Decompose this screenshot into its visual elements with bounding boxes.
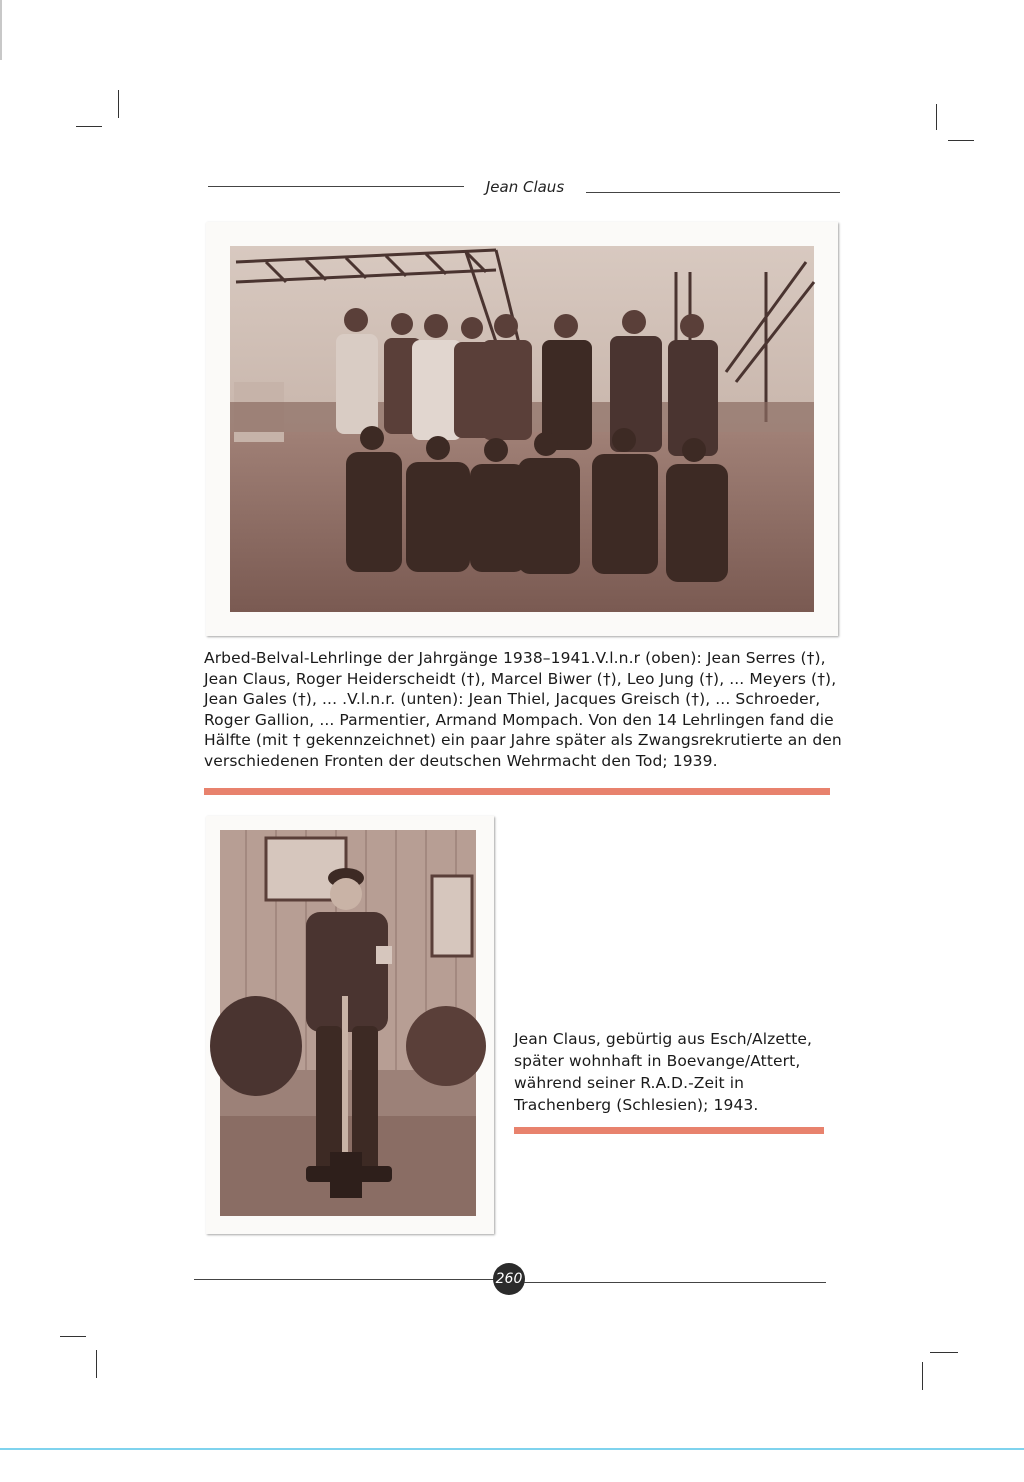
caption-line: Hälfte (mit † gekennzeichnet) ein paar Jahre später als Zwangsrekrutierte an den <box>204 731 842 749</box>
portrait-photo-image <box>206 816 494 1234</box>
crop-mark <box>118 90 119 118</box>
caption-line: verschiedenen Fronten der deutschen Wehrmacht den Tod; 1939. <box>204 751 718 770</box>
caption-line: Arbed-Belval-Lehrlinge der Jahrgänge 1938–1941.V.l.n.r (oben): Jean Serres (†), <box>204 649 826 667</box>
group-photo <box>206 222 838 636</box>
crop-mark <box>936 104 937 130</box>
header-rule-left <box>208 186 464 187</box>
page-bottom-rule <box>0 1448 1024 1450</box>
crop-mark <box>76 126 102 127</box>
accent-bar <box>514 1127 824 1134</box>
caption-line: Jean Claus, Roger Heiderscheidt (†), Marcel Biwer (†), Leo Jung (†), ... Meyers (†), <box>204 669 837 688</box>
running-title: Jean Claus <box>485 178 565 196</box>
portrait-photo <box>206 816 494 1234</box>
portrait-photo-caption <box>514 1028 812 1116</box>
crop-mark <box>96 1350 97 1378</box>
page-edge <box>0 0 2 60</box>
caption-line: Jean Claus, gebürtig aus Esch/Alzette, <box>514 1030 813 1048</box>
caption-line: Roger Gallion, ... Parmentier, Armand Mompach. Von den 14 Lehrlingen fand die <box>204 710 834 729</box>
footer-rule-left <box>194 1279 494 1280</box>
caption-line: Jean Gales (†), ... .V.l.n.r. (unten): Jean Thiel, Jacques Greisch (†), ... Schroeder, <box>204 690 821 708</box>
accent-bar <box>204 788 830 795</box>
crop-mark <box>948 140 974 141</box>
group-photo-caption <box>204 648 842 771</box>
header-rule-right <box>586 192 840 193</box>
footer-rule-right <box>524 1282 826 1283</box>
crop-mark <box>922 1362 923 1390</box>
crop-mark <box>930 1352 958 1353</box>
caption-line: während seiner R.A.D.-Zeit in <box>514 1074 745 1092</box>
group-photo-image <box>206 222 838 636</box>
crop-mark <box>60 1336 86 1337</box>
caption-line: Trachenberg (Schlesien); 1943. <box>514 1096 759 1114</box>
page-number-badge: 260 <box>493 1263 525 1295</box>
caption-line: später wohnhaft in Boevange/Attert, <box>514 1052 801 1070</box>
